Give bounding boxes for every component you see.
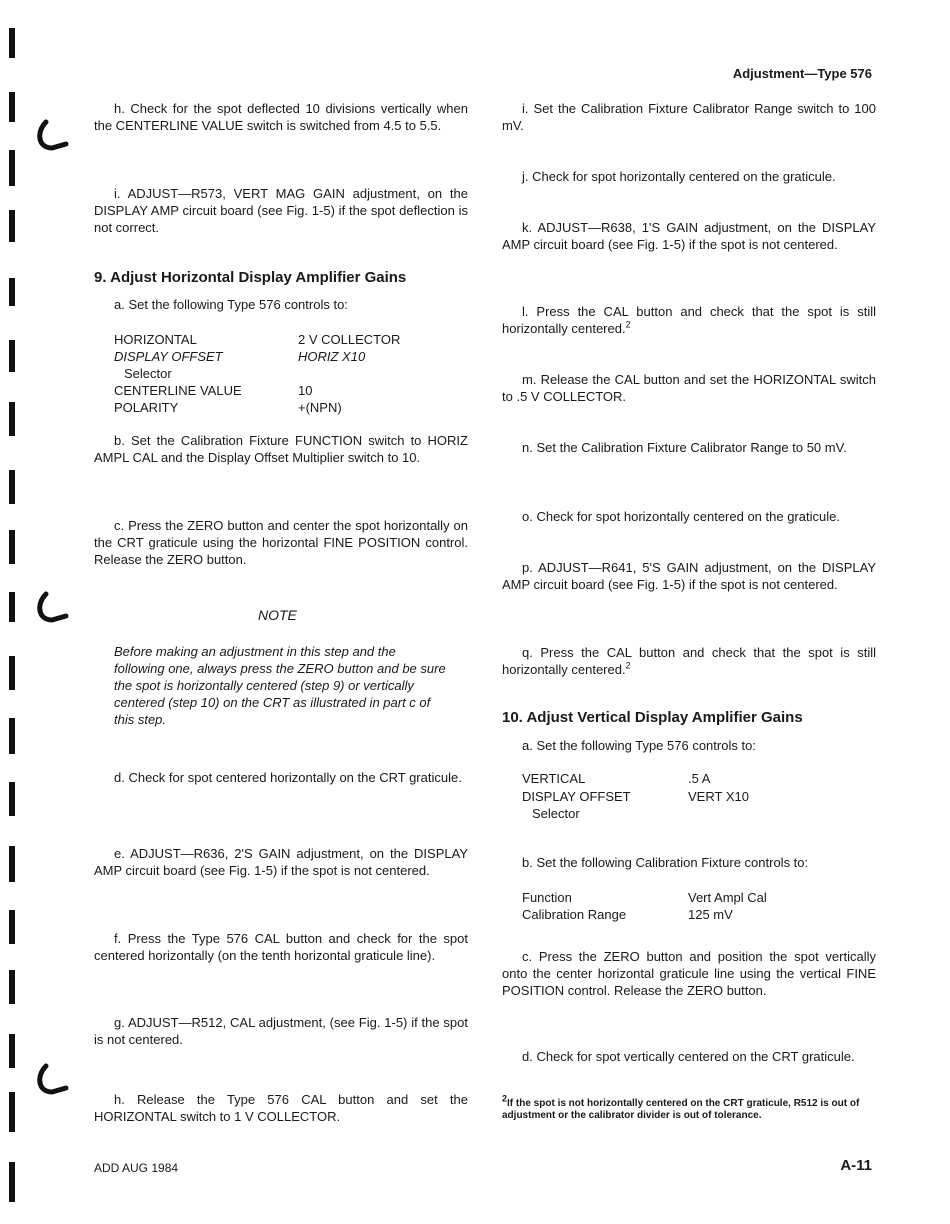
control-value: .5 A (688, 771, 711, 786)
step-9k-paragraph: k. ADJUST—R638, 1'S GAIN adjustment, on the DISPLAY AMP circuit board (see Fig. 1-5) if the spot is not centered. (502, 220, 876, 252)
footnote-text: If the spot is not horizontally centered on the CRT graticule, R512 is out of adjustment or the calibrator divider is out of tolerance. (502, 1098, 860, 1121)
step-9h2-paragraph: h. Release the Type 576 CAL button and set the HORIZONTAL switch to 1 V COLLECTOR. (94, 1092, 468, 1124)
control-name: CENTERLINE VALUE (114, 383, 242, 398)
footnote-mark: 2 (502, 1093, 508, 1104)
revision-bar (9, 150, 15, 186)
note-title: NOTE (258, 607, 297, 623)
revision-bar (9, 1034, 15, 1068)
control-value: 2 V COLLECTOR (298, 332, 401, 347)
revision-hook-icon (30, 118, 70, 158)
control-value: +(NPN) (298, 400, 342, 415)
step-9q-paragraph (502, 644, 876, 678)
step-9l-paragraph (502, 303, 876, 337)
note-body: Before making an adjustment in this step and the following one, always press the ZERO button and be sure the spot is horizontally centered (step 9) or vertically centered (step 10) on the CRT as illustrated in part c of this step. (114, 644, 446, 727)
fixture-value: 125 mV (688, 907, 733, 922)
control-name: POLARITY (114, 400, 179, 415)
revision-bar (9, 656, 15, 690)
footnote-ref: 2 (625, 660, 631, 671)
step-9q-text: q. Press the CAL button and check that the spot is still horizontally centered. (502, 645, 876, 677)
control-name: VERTICAL (522, 771, 586, 786)
revision-bar (9, 210, 15, 242)
page-number: A-11 (840, 1157, 872, 1174)
revision-bar (9, 592, 15, 622)
fixture-name: Calibration Range (522, 907, 627, 922)
step-9p-paragraph: p. ADJUST—R641, 5'S GAIN adjustment, on the DISPLAY AMP circuit board (see Fig. 1-5) if the spot is not centered. (502, 560, 876, 592)
control-name: DISPLAY OFFSET (114, 349, 223, 364)
step-9j-paragraph: j. Check for spot horizontally centered on the graticule. (522, 169, 836, 184)
revision-bar (9, 910, 15, 944)
step-9-heading: 9. Adjust Horizontal Display Amplifier Gains (94, 269, 407, 286)
control-name: Selector (532, 806, 580, 821)
footer-revision-date: ADD AUG 1984 (94, 1161, 179, 1175)
step-9i2-paragraph: i. Set the Calibration Fixture Calibrator Range switch to 100 mV. (502, 101, 876, 133)
step-9l-text: l. Press the CAL button and check that the spot is still horizontally centered. (502, 304, 876, 336)
step-9b-paragraph: b. Set the Calibration Fixture FUNCTION switch to HORIZ AMPL CAL and the Display Offset Multiplier switch to 10. (94, 433, 468, 465)
revision-bar (9, 530, 15, 564)
revision-hook-icon (30, 1062, 70, 1102)
step-9m-paragraph: m. Release the CAL button and set the HORIZONTAL switch to .5 V COLLECTOR. (502, 372, 876, 404)
revision-bar (9, 92, 15, 122)
step-9f-paragraph: f. Press the Type 576 CAL button and check for the spot centered horizontally (on the tenth horizontal graticule line). (94, 931, 468, 963)
step-10d-paragraph: d. Check for spot vertically centered on the CRT graticule. (522, 1049, 855, 1064)
revision-bar (9, 1092, 15, 1132)
step-9i-paragraph: i. ADJUST—R573, VERT MAG GAIN adjustment, on the DISPLAY AMP circuit board (see Fig. 1-5) if the spot deflection is not correct. (94, 186, 468, 235)
step-10b-paragraph: b. Set the following Calibration Fixture controls to: (522, 855, 809, 870)
step-9h-paragraph: h. Check for the spot deflected 10 divisions vertically when the CENTERLINE VALUE switch is switched from 4.5 to 5.5. (94, 101, 468, 133)
control-name: DISPLAY OFFSET (522, 789, 631, 804)
revision-bar (9, 1162, 15, 1202)
control-value: VERT X10 (688, 789, 749, 804)
step-9c-paragraph: c. Press the ZERO button and center the spot horizontally on the CRT graticule using the horizontal FINE POSITION control. Release the ZERO button. (94, 518, 468, 567)
footnote (502, 1093, 876, 1122)
footnote-ref: 2 (625, 319, 631, 330)
step-9n-paragraph: n. Set the Calibration Fixture Calibrator Range to 50 mV. (522, 440, 847, 455)
step-9d-paragraph: d. Check for spot centered horizontally on the CRT graticule. (114, 770, 462, 785)
control-value: HORIZ X10 (298, 349, 366, 364)
revision-bar (9, 402, 15, 436)
revision-bar (9, 470, 15, 504)
revision-bar (9, 782, 15, 816)
control-name: HORIZONTAL (114, 332, 197, 347)
step-10a-paragraph: a. Set the following Type 576 controls to: (522, 738, 756, 753)
step-10c-paragraph: c. Press the ZERO button and position the spot vertically onto the center horizontal graticule line using the vertical FINE POSITION control. Release the ZERO button. (502, 949, 876, 998)
step-9a-paragraph: a. Set the following Type 576 controls to: (114, 297, 348, 312)
revision-bar (9, 718, 15, 754)
revision-hook-icon (30, 590, 70, 630)
control-value: 10 (298, 383, 313, 398)
control-name: Selector (124, 366, 172, 381)
step-9e-paragraph: e. ADJUST—R636, 2'S GAIN adjustment, on the DISPLAY AMP circuit board (see Fig. 1-5) if the spot is not centered. (94, 846, 468, 878)
revision-bar (9, 28, 15, 58)
step-9g-paragraph: g. ADJUST—R512, CAL adjustment, (see Fig. 1-5) if the spot is not centered. (94, 1015, 468, 1047)
revision-bar (9, 340, 15, 372)
revision-bar (9, 846, 15, 882)
revision-bar (9, 970, 15, 1004)
page-header-title: Adjustment—Type 576 (732, 66, 872, 81)
revision-bar (9, 278, 15, 306)
fixture-value: Vert Ampl Cal (688, 890, 767, 905)
step-9o-paragraph: o. Check for spot horizontally centered on the graticule. (522, 509, 840, 524)
step-10-heading: 10. Adjust Vertical Display Amplifier Gains (502, 709, 803, 726)
fixture-name: Function (522, 890, 572, 905)
